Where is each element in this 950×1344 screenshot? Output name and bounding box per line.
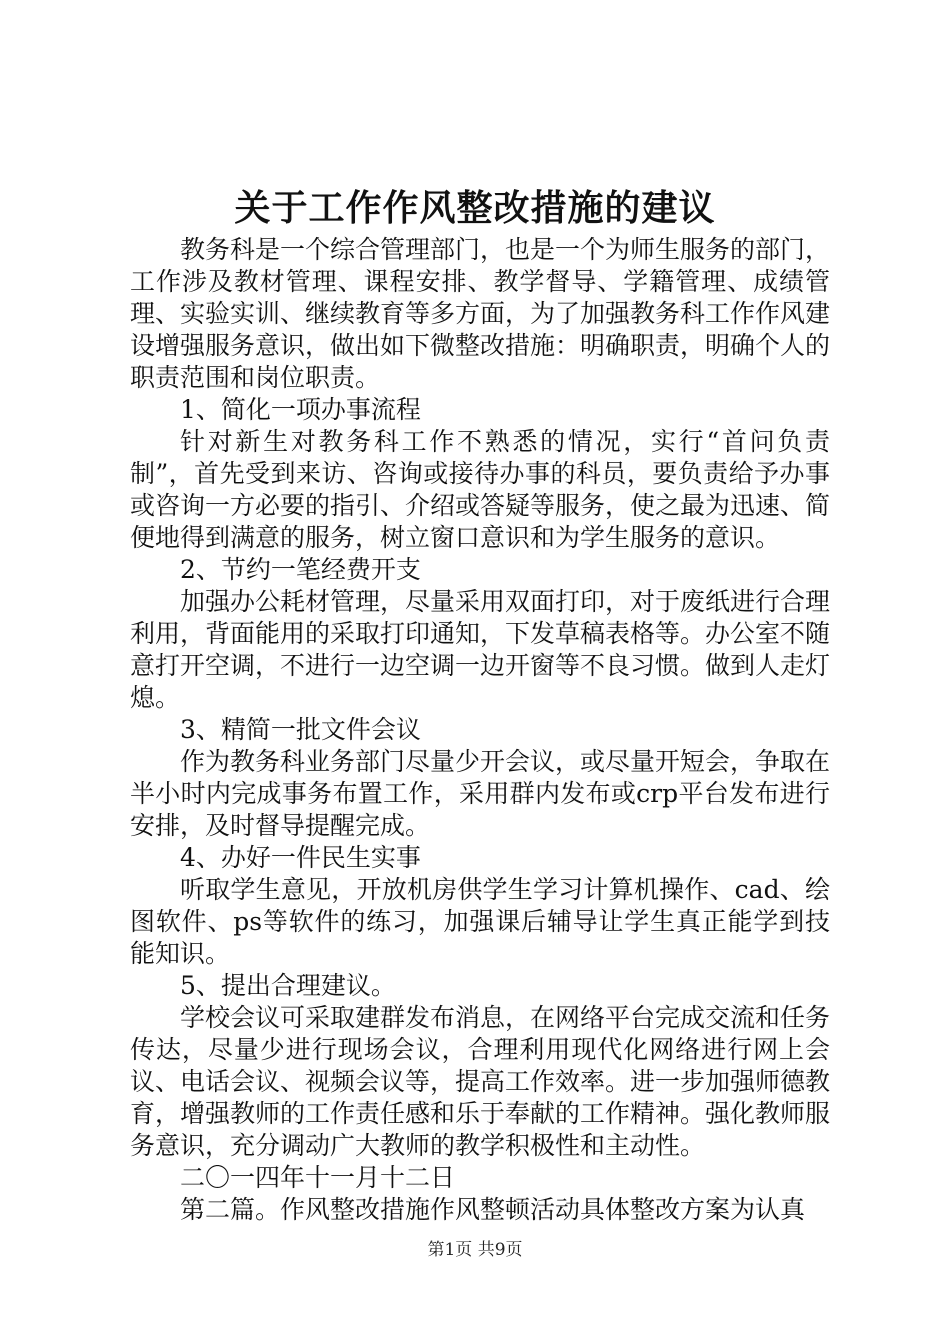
document-title: 关于工作作风整改措施的建议 — [234, 187, 716, 229]
page-number-footer: 第1页 共9页 — [427, 1240, 523, 1260]
section-paragraph-2: 加强办公耗材管理，尽量采用双面打印，对于废纸进行合理利用，背面能用的采取打印通知，下发草稿表格等。办公室不随意打开空调，不进行一边空调一边开窗等不良习惯。做到人走灯熄。 — [130, 587, 831, 712]
section-paragraph-4: 听取学生意见，开放机房供学生学习计算机操作、cad、绘图软件、ps等软件的练习，加强课后辅导让学生真正能学到技能知识。 — [130, 875, 830, 968]
next-article-opening: 第二篇。作风整改措施作风整顿活动具体整改方案为认真 — [180, 1195, 806, 1224]
section-paragraph-5: 学校会议可采取建群发布消息，在网络平台完成交流和任务传达，尽量少进行现场会议，合理利用现代化网络进行网上会议、电话会议、视频会议等，提高工作效率。进一步加强师德教育，增强教师的工作责任感和乐于奉献的工作精神。强化教师服务意识，充分调动广大教师的教学积极性和主动性。 — [130, 1003, 831, 1160]
section-heading-4: 4、办好一件民生实事 — [180, 843, 421, 872]
section-heading-5: 5、提出合理建议。 — [180, 971, 396, 1000]
section-heading-2: 2、节约一笔经费开支 — [180, 555, 421, 584]
section-heading-3: 3、精简一批文件会议 — [180, 715, 421, 744]
document-body — [130, 234, 830, 1226]
document-date: 二〇一四年十一月十二日 — [180, 1163, 456, 1192]
section-paragraph-1: 针对新生对教务科工作不熟悉的情况，实行“首问负责制”，首先受到来访、咨询或接待办事的科员，要负责给予办事或咨询一方必要的指引、介绍或答疑等服务，使之最为迅速、简便地得到满意的服务，树立窗口意识和为学生服务的意识。 — [130, 427, 831, 552]
section-paragraph-3: 作为教务科业务部门尽量少开会议，或尽量开短会，争取在半小时内完成事务布置工作，采用群内发布或crp平台发布进行安排，及时督导提醒完成。 — [130, 747, 831, 840]
intro-paragraph: 教务科是一个综合管理部门，也是一个为师生服务的部门，工作涉及教材管理、课程安排、教学督导、学籍管理、成绩管理、实验实训、继续教育等多方面，为了加强教务科工作作风建设增强服务意识，做出如下微整改措施：明确职责，明确个人的职责范围和岗位职责。 — [130, 235, 831, 392]
section-heading-1: 1、简化一项办事流程 — [180, 395, 421, 424]
